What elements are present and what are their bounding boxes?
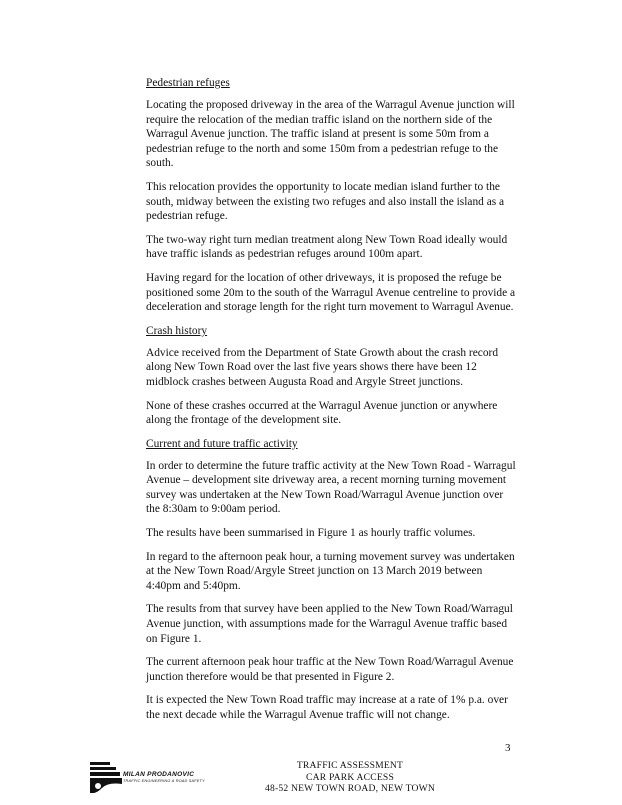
logo-tagline: TRAFFIC ENGINEERING & ROAD SAFETY: [123, 779, 205, 783]
paragraph: In regard to the afternoon peak hour, a turning movement survey was undertaken at the New Town Road/Argyle Street junction on 13 March 2019 between 4:40pm and 5:40pm.: [146, 550, 515, 592]
company-logo: [90, 762, 210, 794]
section-heading-pedestrian-refuges: Pedestrian refuges: [146, 77, 230, 89]
page-number: 3: [505, 742, 511, 754]
paragraph: This relocation provides the opportunity to locate median island further to the south, midway between the existing two refuges and also install the island as a pedestrian refuge.: [146, 180, 505, 223]
paragraph: In order to determine the future traffic activity at the New Town Road - Warragul Avenue – development site driveway area, a recent morning turning movement survey was undertaken at the New Town Road/Warragul Avenue junction over the 8:30am to 9:00am period.: [146, 459, 516, 516]
section-heading-traffic-activity: Current and future traffic activity: [146, 437, 298, 450]
road-logo-icon: [90, 762, 124, 794]
document-body: [146, 76, 516, 732]
paragraph: It is expected the New Town Road traffic may increase at a rate of 1% p.a. over the next decade while the Warragul Avenue traffic will not change.: [146, 694, 508, 721]
section-heading-crash-history: Crash history: [146, 324, 208, 337]
paragraph: Locating the proposed driveway in the area of the Warragul Avenue junction will require the relocation of the median traffic island on the northern side of the Warragul Avenue junction. The traffic island at present is some 50m from a pedestrian refuge to the north and some 150m from a pedestrian refuge to the south.: [146, 99, 515, 170]
footer-line: 48-52 NEW TOWN ROAD, NEW TOWN: [265, 783, 435, 795]
paragraph: The two-way right turn median treatment along New Town Road ideally would have traffic islands as pedestrian refuges around 100m apart.: [146, 233, 508, 261]
paragraph: The results have been summarised in Figure 1 as hourly traffic volumes.: [146, 527, 476, 540]
footer-line: TRAFFIC ASSESSMENT: [296, 760, 404, 771]
paragraph: The current afternoon peak hour traffic at the New Town Road/Warragul Avenue junction therefore would be that presented in Figure 2.: [146, 656, 514, 683]
paragraph: The results from that survey have been applied to the New Town Road/Warragul Avenue junction, with assumptions made for the Warragul Avenue traffic based on Figure 1.: [146, 603, 513, 645]
footer-line: CAR PARK ACCESS: [306, 771, 394, 783]
logo-name: MILAN PRODANOVIC: [123, 771, 195, 778]
page-footer: [200, 760, 500, 795]
paragraph: None of these crashes occurred at the Warragul Avenue junction or anywhere along the frontage of the development site.: [146, 399, 498, 427]
paragraph: Having regard for the location of other driveways, it is proposed the refuge be positioned some 20m to the south of the Warragul Avenue centreline to provide a deceleration and storage length for the right turn movement to Warragul Avenue.: [146, 271, 516, 314]
paragraph: Advice received from the Department of State Growth about the crash record along New Town Road over the last five years shows there have been 12 midblock crashes between Augusta Road and Argyle Street junctions.: [146, 346, 499, 388]
